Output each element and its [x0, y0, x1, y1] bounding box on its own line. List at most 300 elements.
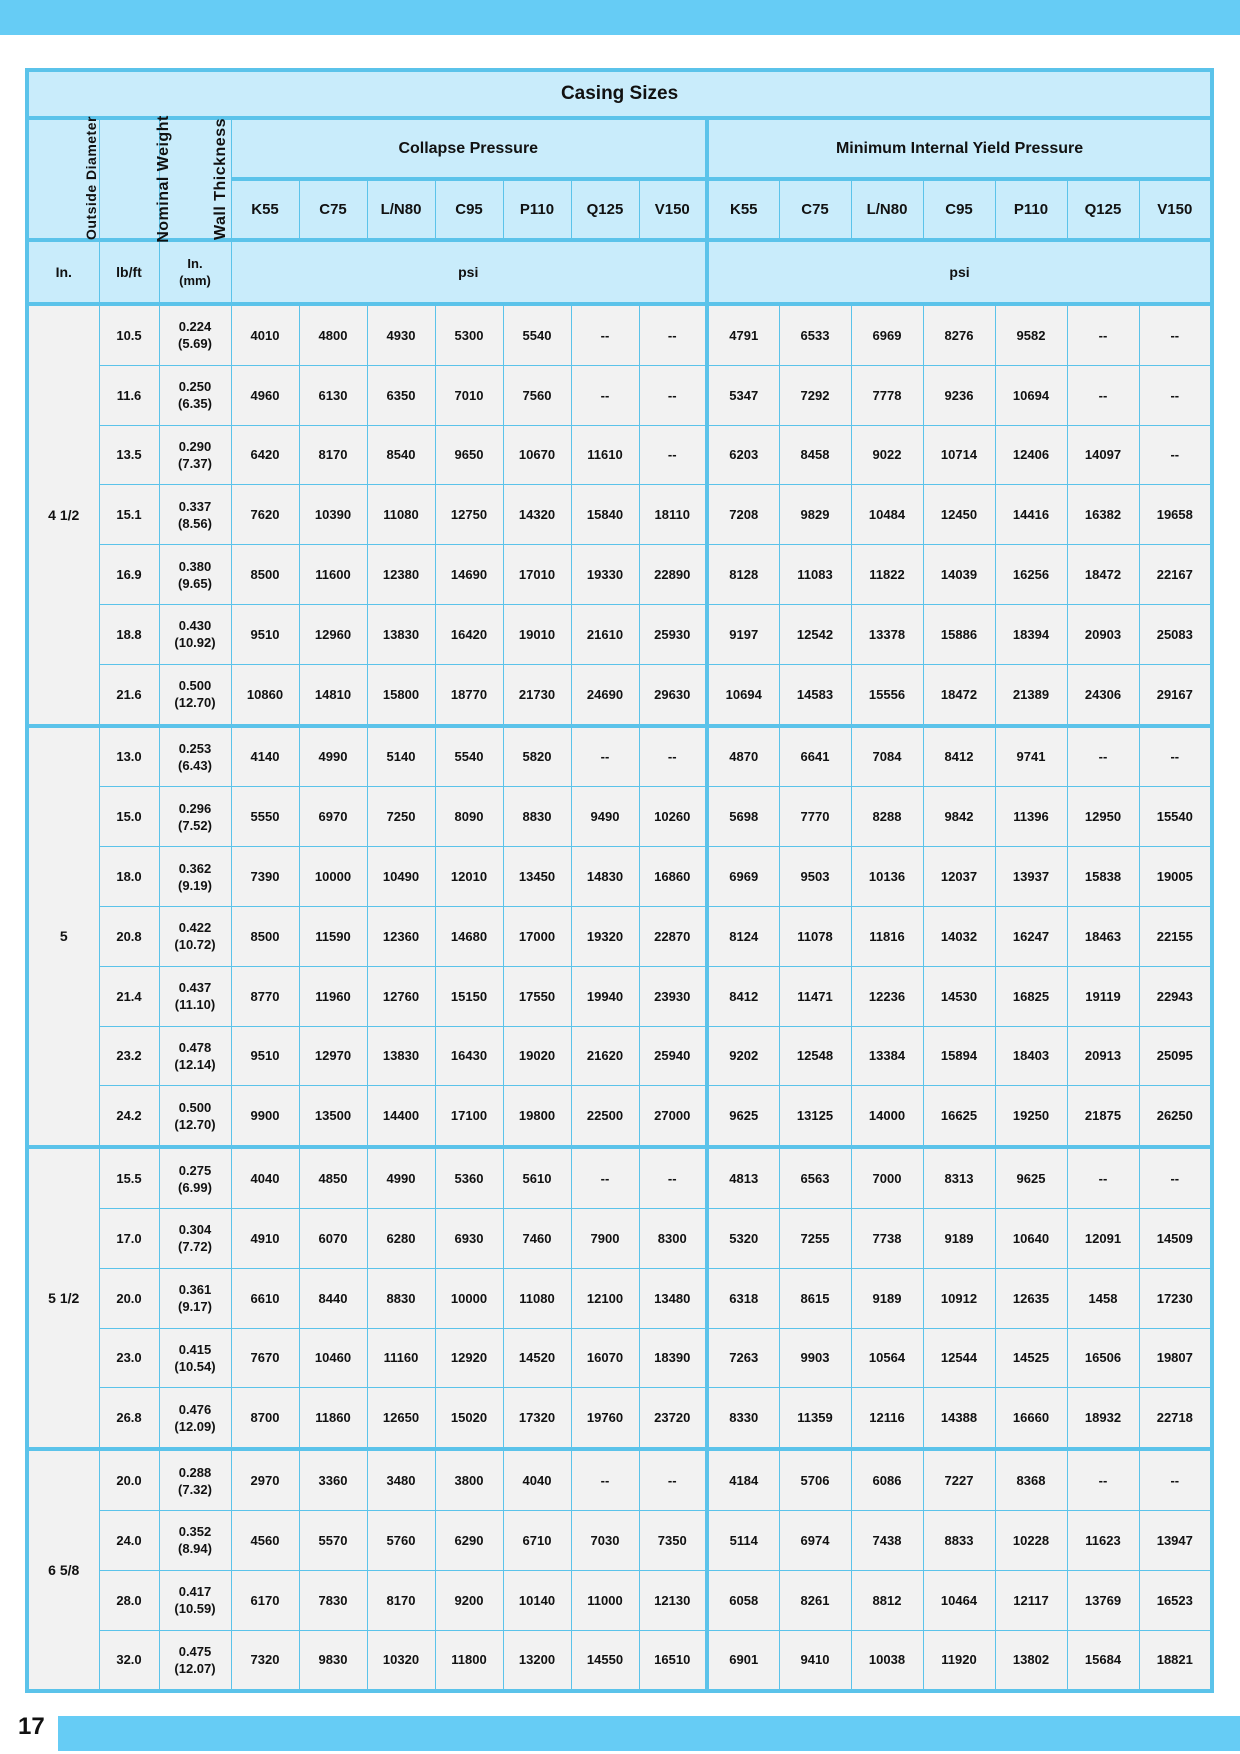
yield-pressure-cell: 9625	[707, 1086, 779, 1147]
yield-pressure-cell: 14525	[995, 1328, 1067, 1388]
collapse-pressure-cell: 4010	[231, 304, 299, 365]
collapse-pressure-cell: 22890	[639, 545, 707, 605]
yield-pressure-cell: 6058	[707, 1570, 779, 1630]
yield-pressure-cell: 11822	[851, 545, 923, 605]
collapse-pressure-cell: 18110	[639, 485, 707, 545]
collapse-pressure-cell: 5300	[435, 304, 503, 365]
wall-thickness-mm: (7.37)	[178, 455, 212, 471]
collapse-pressure-cell: --	[639, 304, 707, 365]
yield-pressure-cell: --	[1139, 304, 1212, 365]
wall-thickness-mm: (5.69)	[178, 336, 212, 352]
collapse-pressure-cell: 19330	[571, 545, 639, 605]
collapse-pressure-cell: 5360	[435, 1147, 503, 1208]
yield-pressure-cell: 18463	[1067, 906, 1139, 966]
collapse-pressure-cell: 17320	[503, 1388, 571, 1449]
unit-wall	[159, 240, 231, 304]
collapse-pressure-cell: 16510	[639, 1630, 707, 1691]
yield-pressure-cell: 10912	[923, 1268, 995, 1328]
wall-thickness-in: 0.296	[178, 800, 212, 816]
wall-thickness-mm: (10.92)	[174, 635, 216, 651]
yield-pressure-cell: 10228	[995, 1510, 1067, 1570]
collapse-pressure-cell: 12380	[367, 545, 435, 605]
table-row	[27, 664, 1212, 725]
yield-pressure-cell: 8833	[923, 1510, 995, 1570]
yield-pressure-cell: 14097	[1067, 425, 1139, 485]
wall-thickness-in: 0.253	[178, 740, 212, 756]
collapse-pressure-cell: 8440	[299, 1268, 367, 1328]
collapse-pressure-cell: 23930	[639, 966, 707, 1026]
wall-thickness-mm: (12.70)	[174, 695, 216, 711]
wall-thickness-in: 0.337	[178, 498, 212, 514]
yield-pressure-cell: 10640	[995, 1208, 1067, 1268]
collapse-pressure-cell: 10860	[231, 664, 299, 725]
yield-pressure-cell: 19119	[1067, 966, 1139, 1026]
wall-thickness-mm: (7.32)	[178, 1481, 212, 1497]
table-row	[27, 1208, 1212, 1268]
collapse-pressure-cell: 14680	[435, 906, 503, 966]
collapse-pressure-cell: 6420	[231, 425, 299, 485]
yield-pressure-cell: 4184	[707, 1449, 779, 1510]
collapse-pressure-cell: 24690	[571, 664, 639, 725]
nominal-weight-cell: 23.2	[99, 1026, 159, 1086]
collapse-pressure-cell: 4560	[231, 1510, 299, 1570]
table-row	[27, 1086, 1212, 1147]
collapse-pressure-cell: 15020	[435, 1388, 503, 1449]
yield-pressure-cell: 7263	[707, 1328, 779, 1388]
yield-pressure-cell: 1458	[1067, 1268, 1139, 1328]
nominal-weight-cell: 20.0	[99, 1268, 159, 1328]
yield-pressure-cell: 19250	[995, 1086, 1067, 1147]
yield-pressure-cell: 13802	[995, 1630, 1067, 1691]
wall-thickness-in: 0.500	[178, 1099, 212, 1115]
collapse-pressure-cell: 29630	[639, 664, 707, 725]
yield-pressure-cell: 7738	[851, 1208, 923, 1268]
collapse-pressure-cell: 10260	[639, 787, 707, 847]
collapse-pressure-cell: 11080	[503, 1268, 571, 1328]
collapse-grade-v150-header: V150	[639, 179, 707, 240]
collapse-pressure-cell: 14400	[367, 1086, 435, 1147]
wall-thickness-mm: (8.56)	[178, 515, 212, 531]
yield-pressure-cell: 22943	[1139, 966, 1212, 1026]
yield-pressure-cell: --	[1139, 1147, 1212, 1208]
collapse-pressure-cell: --	[639, 1147, 707, 1208]
yield-pressure-cell: 7208	[707, 485, 779, 545]
yield-pressure-cell: 5320	[707, 1208, 779, 1268]
wall-thickness-mm: (12.70)	[174, 1116, 216, 1132]
nominal-weight-label: Nominal Weight	[154, 115, 172, 243]
collapse-pressure-cell: 17550	[503, 966, 571, 1026]
yield-pressure-cell: 5347	[707, 365, 779, 425]
collapse-grade-c95-header: C95	[435, 179, 503, 240]
collapse-pressure-cell: 6930	[435, 1208, 503, 1268]
yield-pressure-cell: 11471	[779, 966, 851, 1026]
collapse-pressure-cell: 6280	[367, 1208, 435, 1268]
yield-pressure-cell: 8124	[707, 906, 779, 966]
yield-pressure-cell: 18394	[995, 604, 1067, 664]
yield-pressure-cell: 6901	[707, 1630, 779, 1691]
collapse-pressure-cell: 10000	[435, 1268, 503, 1328]
collapse-pressure-cell: 23720	[639, 1388, 707, 1449]
yield-pressure-cell: 17230	[1139, 1268, 1212, 1328]
collapse-pressure-cell: 9510	[231, 604, 299, 664]
collapse-pressure-cell: 13450	[503, 847, 571, 907]
collapse-pressure-cell: 8170	[299, 425, 367, 485]
collapse-pressure-cell: 8300	[639, 1208, 707, 1268]
yield-pressure-cell: 18472	[1067, 545, 1139, 605]
nominal-weight-cell: 24.2	[99, 1086, 159, 1147]
collapse-pressure-cell: 19800	[503, 1086, 571, 1147]
collapse-pressure-cell: 27000	[639, 1086, 707, 1147]
collapse-pressure-cell: 19940	[571, 966, 639, 1026]
yield-pressure-cell: 9741	[995, 726, 1067, 787]
collapse-pressure-cell: 16860	[639, 847, 707, 907]
nominal-weight-cell: 13.5	[99, 425, 159, 485]
yield-pressure-cell: 16382	[1067, 485, 1139, 545]
yield-pressure-cell: 25095	[1139, 1026, 1212, 1086]
wall-thickness-cell	[159, 664, 231, 725]
yield-pressure-cell: 12450	[923, 485, 995, 545]
yield-pressure-cell: 11623	[1067, 1510, 1139, 1570]
yield-pressure-cell: 6969	[851, 304, 923, 365]
yield-pressure-cell: 16506	[1067, 1328, 1139, 1388]
collapse-pressure-cell: 8770	[231, 966, 299, 1026]
yield-pressure-cell: 8330	[707, 1388, 779, 1449]
collapse-pressure-cell: 12100	[571, 1268, 639, 1328]
yield-pressure-cell: 15556	[851, 664, 923, 725]
yield-pressure-cell: 10038	[851, 1630, 923, 1691]
yield-pressure-cell: 22718	[1139, 1388, 1212, 1449]
yield-pressure-cell: 15540	[1139, 787, 1212, 847]
collapse-pressure-cell: 10460	[299, 1328, 367, 1388]
yield-pressure-cell: 7227	[923, 1449, 995, 1510]
yield-pressure-cell: 20903	[1067, 604, 1139, 664]
yield-pressure-cell: 4870	[707, 726, 779, 787]
wall-thickness-cell	[159, 787, 231, 847]
yield-pressure-cell: 8615	[779, 1268, 851, 1328]
nominal-weight-cell: 24.0	[99, 1510, 159, 1570]
wall-thickness-mm: (6.99)	[178, 1179, 212, 1195]
wall-thickness-cell	[159, 726, 231, 787]
collapse-pressure-cell: 14690	[435, 545, 503, 605]
nominal-weight-cell: 18.8	[99, 604, 159, 664]
collapse-pressure-cell: 12360	[367, 906, 435, 966]
yield-pressure-cell: 9903	[779, 1328, 851, 1388]
wall-thickness-mm: (9.65)	[178, 575, 212, 591]
wall-thickness-cell	[159, 1086, 231, 1147]
collapse-pressure-cell: 12650	[367, 1388, 435, 1449]
yield-pressure-cell: 29167	[1139, 664, 1212, 725]
yield-pressure-cell: 12635	[995, 1268, 1067, 1328]
yield-pressure-cell: 26250	[1139, 1086, 1212, 1147]
collapse-pressure-cell: 11590	[299, 906, 367, 966]
collapse-pressure-cell: 11600	[299, 545, 367, 605]
collapse-pressure-cell: 19010	[503, 604, 571, 664]
yield-pressure-cell: 16523	[1139, 1570, 1212, 1630]
wall-thickness-cell	[159, 365, 231, 425]
collapse-pressure-cell: 6350	[367, 365, 435, 425]
outside-diameter-cell: 6 5/8	[27, 1449, 99, 1691]
yield-pressure-cell: 5706	[779, 1449, 851, 1510]
collapse-pressure-cell: 6970	[299, 787, 367, 847]
yield-pressure-cell: 8458	[779, 425, 851, 485]
wall-thickness-cell	[159, 1328, 231, 1388]
collapse-pressure-cell: --	[639, 425, 707, 485]
collapse-pressure-cell: 6610	[231, 1268, 299, 1328]
collapse-pressure-cell: 5820	[503, 726, 571, 787]
collapse-pressure-cell: 11860	[299, 1388, 367, 1449]
yield-pressure-cell: 13947	[1139, 1510, 1212, 1570]
collapse-pressure-cell: --	[571, 1449, 639, 1510]
collapse-pressure-cell: 17000	[503, 906, 571, 966]
collapse-pressure-cell: 6170	[231, 1570, 299, 1630]
wall-thickness-mm: (9.17)	[178, 1299, 212, 1315]
wall-thickness-mm: (12.07)	[174, 1660, 216, 1676]
yield-pressure-cell: 8412	[923, 726, 995, 787]
wall-thickness-cell	[159, 485, 231, 545]
wall-thickness-mm: (7.52)	[178, 817, 212, 833]
wall-thickness-in: 0.415	[178, 1341, 212, 1357]
yield-pressure-cell: 9829	[779, 485, 851, 545]
yield-pressure-cell: --	[1067, 726, 1139, 787]
wall-thickness-in: 0.476	[178, 1401, 212, 1417]
nominal-weight-cell: 16.9	[99, 545, 159, 605]
yield-pressure-cell: 10136	[851, 847, 923, 907]
collapse-pressure-cell: 7030	[571, 1510, 639, 1570]
collapse-pressure-cell: 11800	[435, 1630, 503, 1691]
top-accent-bar	[0, 0, 1240, 35]
table-row	[27, 425, 1212, 485]
yield-pressure-cell: 6641	[779, 726, 851, 787]
nominal-weight-cell: 20.0	[99, 1449, 159, 1510]
collapse-pressure-cell: 8700	[231, 1388, 299, 1449]
yield-grade-ln80-header: L/N80	[851, 179, 923, 240]
wall-thickness-mm: (8.94)	[178, 1541, 212, 1557]
collapse-pressure-cell: 4040	[503, 1449, 571, 1510]
outside-diameter-cell: 5	[27, 726, 99, 1148]
yield-pressure-cell: 9197	[707, 604, 779, 664]
yield-pressure-cell: 13384	[851, 1026, 923, 1086]
table-row	[27, 1388, 1212, 1449]
table-row	[27, 906, 1212, 966]
wall-thickness-cell	[159, 1388, 231, 1449]
collapse-pressure-cell: 22870	[639, 906, 707, 966]
collapse-pressure-cell: 8090	[435, 787, 503, 847]
yield-pressure-cell: 8276	[923, 304, 995, 365]
yield-pressure-cell: 14000	[851, 1086, 923, 1147]
collapse-pressure-cell: 16430	[435, 1026, 503, 1086]
yield-pressure-cell: 19658	[1139, 485, 1212, 545]
yield-pressure-cell: 15684	[1067, 1630, 1139, 1691]
yield-pressure-cell: 6969	[707, 847, 779, 907]
table-row	[27, 1570, 1212, 1630]
collapse-pressure-cell: 10000	[299, 847, 367, 907]
yield-pressure-cell: 12544	[923, 1328, 995, 1388]
table-row	[27, 1026, 1212, 1086]
collapse-grade-c75-header: C75	[299, 179, 367, 240]
unit-yield: psi	[707, 240, 1212, 304]
yield-pressure-cell: 22167	[1139, 545, 1212, 605]
collapse-pressure-cell: 16070	[571, 1328, 639, 1388]
nominal-weight-cell: 32.0	[99, 1630, 159, 1691]
collapse-pressure-cell: 7900	[571, 1208, 639, 1268]
yield-pressure-cell: --	[1067, 304, 1139, 365]
table-row	[27, 1449, 1212, 1510]
yield-pressure-cell: 11396	[995, 787, 1067, 847]
yield-pressure-cell: 5698	[707, 787, 779, 847]
yield-pressure-cell: 4813	[707, 1147, 779, 1208]
collapse-pressure-cell: --	[571, 304, 639, 365]
collapse-pressure-cell: 18770	[435, 664, 503, 725]
yield-pressure-cell: 9503	[779, 847, 851, 907]
nominal-weight-cell: 26.8	[99, 1388, 159, 1449]
collapse-pressure-cell: 13830	[367, 604, 435, 664]
collapse-pressure-cell: 9490	[571, 787, 639, 847]
yield-pressure-cell: 18403	[995, 1026, 1067, 1086]
nominal-weight-cell: 15.1	[99, 485, 159, 545]
nominal-weight-cell: 20.8	[99, 906, 159, 966]
collapse-pressure-cell: 9510	[231, 1026, 299, 1086]
table-row	[27, 1268, 1212, 1328]
collapse-pressure-cell: 8500	[231, 906, 299, 966]
table-row	[27, 847, 1212, 907]
nominal-weight-cell: 23.0	[99, 1328, 159, 1388]
wall-thickness-cell	[159, 604, 231, 664]
collapse-pressure-cell: 11960	[299, 966, 367, 1026]
yield-pressure-cell: 8368	[995, 1449, 1067, 1510]
yield-pressure-cell: 8812	[851, 1570, 923, 1630]
yield-pressure-cell: 4791	[707, 304, 779, 365]
outside-diameter-cell: 4 1/2	[27, 304, 99, 726]
collapse-pressure-header: Collapse Pressure	[231, 118, 707, 179]
nominal-weight-cell: 11.6	[99, 365, 159, 425]
yield-pressure-cell: 12116	[851, 1388, 923, 1449]
yield-pressure-cell: 19807	[1139, 1328, 1212, 1388]
yield-pressure-cell: 7000	[851, 1147, 923, 1208]
wall-thickness-cell	[159, 545, 231, 605]
yield-pressure-cell: 9189	[851, 1268, 923, 1328]
table-row	[27, 726, 1212, 787]
yield-pressure-cell: 12548	[779, 1026, 851, 1086]
collapse-pressure-cell: 25940	[639, 1026, 707, 1086]
nominal-weight-cell: 15.5	[99, 1147, 159, 1208]
yield-pressure-cell: 9842	[923, 787, 995, 847]
wall-thickness-mm: (12.14)	[174, 1056, 216, 1072]
table-row	[27, 545, 1212, 605]
wall-thickness-in: 0.288	[178, 1464, 212, 1480]
collapse-pressure-cell: 7670	[231, 1328, 299, 1388]
collapse-pressure-cell: 5550	[231, 787, 299, 847]
collapse-pressure-cell: 3800	[435, 1449, 503, 1510]
wall-thickness-mm: (11.10)	[174, 997, 216, 1013]
yield-pressure-cell: 11359	[779, 1388, 851, 1449]
yield-pressure-cell: --	[1067, 365, 1139, 425]
yield-pressure-cell: 16247	[995, 906, 1067, 966]
nominal-weight-cell: 28.0	[99, 1570, 159, 1630]
outside-diameter-header	[27, 118, 99, 240]
collapse-pressure-cell: 6130	[299, 365, 367, 425]
collapse-pressure-cell: 10670	[503, 425, 571, 485]
table-row	[27, 1510, 1212, 1570]
wall-thickness-mm: (7.72)	[178, 1239, 212, 1255]
unit-collapse: psi	[231, 240, 707, 304]
casing-sizes-table-container	[25, 68, 1210, 1693]
yield-pressure-cell: 10694	[995, 365, 1067, 425]
wall-thickness-cell	[159, 1510, 231, 1570]
collapse-pressure-cell: 3480	[367, 1449, 435, 1510]
collapse-pressure-cell: 12010	[435, 847, 503, 907]
collapse-pressure-cell: 4040	[231, 1147, 299, 1208]
collapse-pressure-cell: 4850	[299, 1147, 367, 1208]
yield-pressure-cell: 14032	[923, 906, 995, 966]
outside-diameter-label: Outside Diameter	[82, 116, 99, 240]
collapse-pressure-cell: 4990	[367, 1147, 435, 1208]
yield-pressure-cell: 18821	[1139, 1630, 1212, 1691]
yield-pressure-cell: 9022	[851, 425, 923, 485]
collapse-pressure-cell: 13830	[367, 1026, 435, 1086]
wall-thickness-cell	[159, 425, 231, 485]
page-number: 17	[18, 1713, 45, 1740]
collapse-pressure-cell: 7620	[231, 485, 299, 545]
yield-pressure-cell: 13125	[779, 1086, 851, 1147]
collapse-pressure-cell: 21620	[571, 1026, 639, 1086]
wall-thickness-mm: (9.19)	[178, 877, 212, 893]
table-row	[27, 485, 1212, 545]
table-row	[27, 966, 1212, 1026]
wall-thickness-cell	[159, 1630, 231, 1691]
wall-thickness-in: 0.475	[178, 1643, 212, 1659]
yield-pressure-cell: 14416	[995, 485, 1067, 545]
yield-pressure-cell: 7778	[851, 365, 923, 425]
wall-thickness-in: 0.304	[178, 1222, 212, 1238]
wall-thickness-in: 0.500	[178, 678, 212, 694]
nominal-weight-cell: 21.6	[99, 664, 159, 725]
wall-thickness-cell	[159, 906, 231, 966]
collapse-pressure-cell: 12920	[435, 1328, 503, 1388]
yield-pressure-cell: --	[1139, 726, 1212, 787]
wall-thickness-label: Wall Thickness	[211, 118, 229, 240]
yield-grade-p110-header: P110	[995, 179, 1067, 240]
collapse-grade-k55-header: K55	[231, 179, 299, 240]
collapse-pressure-cell: 11160	[367, 1328, 435, 1388]
yield-pressure-cell: 15838	[1067, 847, 1139, 907]
wall-thickness-mm: (6.35)	[178, 396, 212, 412]
collapse-pressure-cell: 5140	[367, 726, 435, 787]
yield-pressure-cell: --	[1139, 365, 1212, 425]
yield-pressure-cell: 21389	[995, 664, 1067, 725]
collapse-pressure-cell: 15840	[571, 485, 639, 545]
nominal-weight-cell: 10.5	[99, 304, 159, 365]
collapse-pressure-cell: 9900	[231, 1086, 299, 1147]
table-row	[27, 1328, 1212, 1388]
collapse-pressure-cell: 7010	[435, 365, 503, 425]
wall-thickness-in: 0.437	[178, 980, 212, 996]
collapse-pressure-cell: 14550	[571, 1630, 639, 1691]
collapse-pressure-cell: 18390	[639, 1328, 707, 1388]
yield-grade-c75-header: C75	[779, 179, 851, 240]
collapse-pressure-cell: 14810	[299, 664, 367, 725]
yield-pressure-cell: 11083	[779, 545, 851, 605]
yield-grade-q125-header: Q125	[1067, 179, 1139, 240]
collapse-pressure-cell: 5570	[299, 1510, 367, 1570]
table-row	[27, 1147, 1212, 1208]
yield-pressure-cell: 12091	[1067, 1208, 1139, 1268]
yield-pressure-cell: 13769	[1067, 1570, 1139, 1630]
collapse-pressure-cell: --	[639, 365, 707, 425]
wall-thickness-cell	[159, 1449, 231, 1510]
yield-pressure-cell: 7770	[779, 787, 851, 847]
yield-pressure-cell: 8261	[779, 1570, 851, 1630]
nominal-weight-cell: 15.0	[99, 787, 159, 847]
